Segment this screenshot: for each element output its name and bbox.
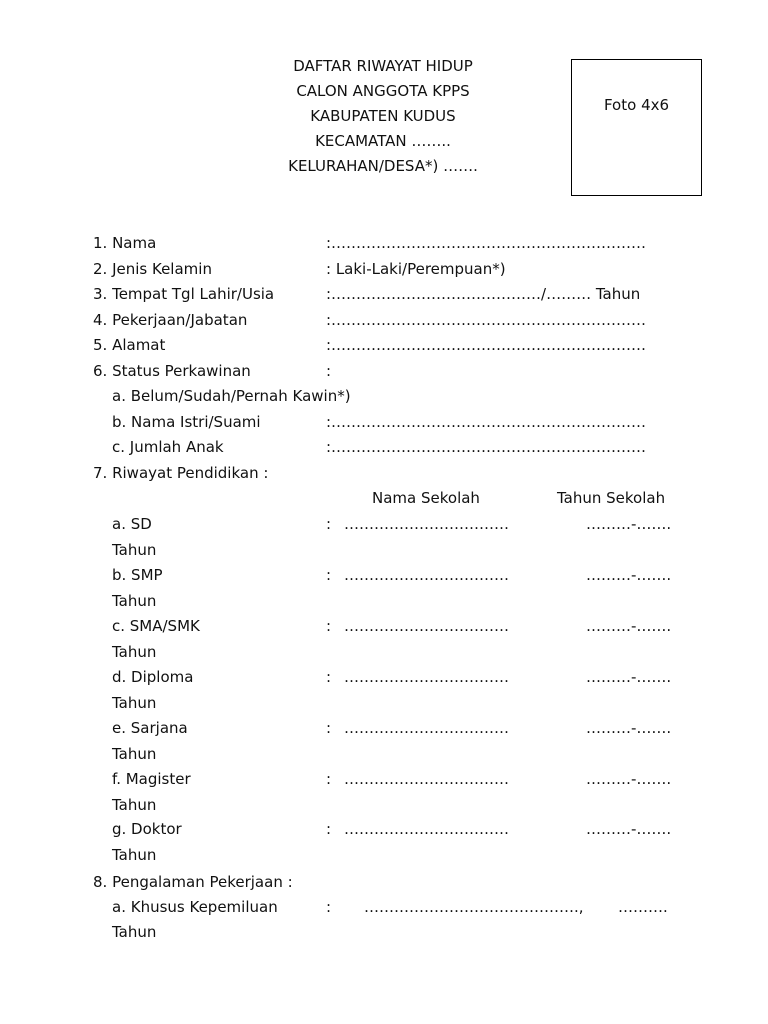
edu-year-dots: ………-……. (586, 566, 672, 584)
nama-label: 1. Nama (93, 234, 157, 252)
edu-tahun-label: Tahun (112, 694, 157, 712)
edu-tahun-label: Tahun (112, 592, 157, 610)
edu-year-dots: ………-……. (586, 770, 672, 788)
kepemiluan-dots: ……………………………………., (364, 898, 584, 916)
edu-year-dots: ………-……. (586, 719, 672, 737)
edu-school-dots: …………………………… (344, 820, 509, 838)
pekerjaan-value: :……………………………………………………… (326, 311, 647, 329)
edu-colon: : (326, 617, 332, 635)
anak-value: :……………………………………………………… (326, 438, 647, 456)
edu-year-dots: ………-……. (586, 668, 672, 686)
edu-level-label: c. SMA/SMK (112, 617, 200, 635)
edu-school-dots: …………………………… (344, 719, 509, 737)
jenis-kelamin-label: 2. Jenis Kelamin (93, 260, 212, 278)
istri-value: :……………………………………………………… (326, 413, 647, 431)
status-label: 6. Status Perkawinan (93, 362, 251, 380)
title-line: DAFTAR RIWAYAT HIDUP (293, 57, 473, 75)
edu-colon: : (326, 719, 332, 737)
edu-level-label: d. Diploma (112, 668, 194, 686)
edu-tahun-label: Tahun (112, 745, 157, 763)
edu-school-dots: …………………………… (344, 515, 509, 533)
edu-tahun-label: Tahun (112, 541, 157, 559)
col-nama-sekolah: Nama Sekolah (372, 489, 480, 507)
edu-level-label: f. Magister (112, 770, 191, 788)
alamat-label: 5. Alamat (93, 336, 166, 354)
pengalaman-title: 8. Pengalaman Pekerjaan : (93, 873, 293, 891)
status-option-a: a. Belum/Sudah/Pernah Kawin*) (112, 387, 351, 405)
kabupaten-line: KABUPATEN KUDUS (310, 107, 456, 125)
anak-label: c. Jumlah Anak (112, 438, 224, 456)
kecamatan-line: KECAMATAN …….. (315, 132, 451, 150)
photo-label: Foto 4x6 (603, 96, 670, 114)
edu-school-dots: …………………………… (344, 770, 509, 788)
edu-colon: : (326, 770, 332, 788)
alamat-value: :……………………………………………………… (326, 336, 647, 354)
kepemiluan-label: a. Khusus Kepemiluan (112, 898, 278, 916)
edu-tahun-label: Tahun (112, 796, 157, 814)
edu-level-label: b. SMP (112, 566, 163, 584)
subtitle-line: CALON ANGGOTA KPPS (296, 82, 470, 100)
edu-year-dots: ………-……. (586, 515, 672, 533)
kepemiluan-year-dots: ………. (618, 898, 668, 916)
edu-colon: : (326, 566, 332, 584)
ttl-label: 3. Tempat Tgl Lahir/Usia (93, 285, 275, 303)
edu-school-dots: …………………………… (344, 566, 509, 584)
edu-school-dots: …………………………… (344, 668, 509, 686)
edu-level-label: g. Doktor (112, 820, 182, 838)
edu-tahun-label: Tahun (112, 846, 157, 864)
kelurahan-line: KELURAHAN/DESA*) ……. (288, 157, 478, 175)
kepemiluan-colon: : (326, 898, 332, 916)
edu-level-label: a. SD (112, 515, 152, 533)
edu-colon: : (326, 668, 332, 686)
edu-level-label: e. Sarjana (112, 719, 188, 737)
document-title (242, 56, 524, 181)
pekerjaan-label: 4. Pekerjaan/Jabatan (93, 311, 248, 329)
edu-year-dots: ………-……. (586, 820, 672, 838)
pendidikan-title: 7. Riwayat Pendidikan : (93, 464, 269, 482)
photo-box (571, 59, 702, 196)
kepemiluan-tahun: Tahun (112, 923, 157, 941)
edu-colon: : (326, 820, 332, 838)
jenis-kelamin-value: : Laki-Laki/Perempuan*) (326, 260, 506, 278)
edu-tahun-label: Tahun (112, 643, 157, 661)
edu-colon: : (326, 515, 332, 533)
col-tahun-sekolah: Tahun Sekolah (557, 489, 666, 507)
status-colon: : (326, 362, 332, 380)
edu-year-dots: ………-……. (586, 617, 672, 635)
ttl-value: :……………………………………/……… Tahun (326, 285, 641, 303)
edu-school-dots: …………………………… (344, 617, 509, 635)
istri-label: b. Nama Istri/Suami (112, 413, 261, 431)
nama-value: :……………………………………………………… (326, 234, 647, 252)
